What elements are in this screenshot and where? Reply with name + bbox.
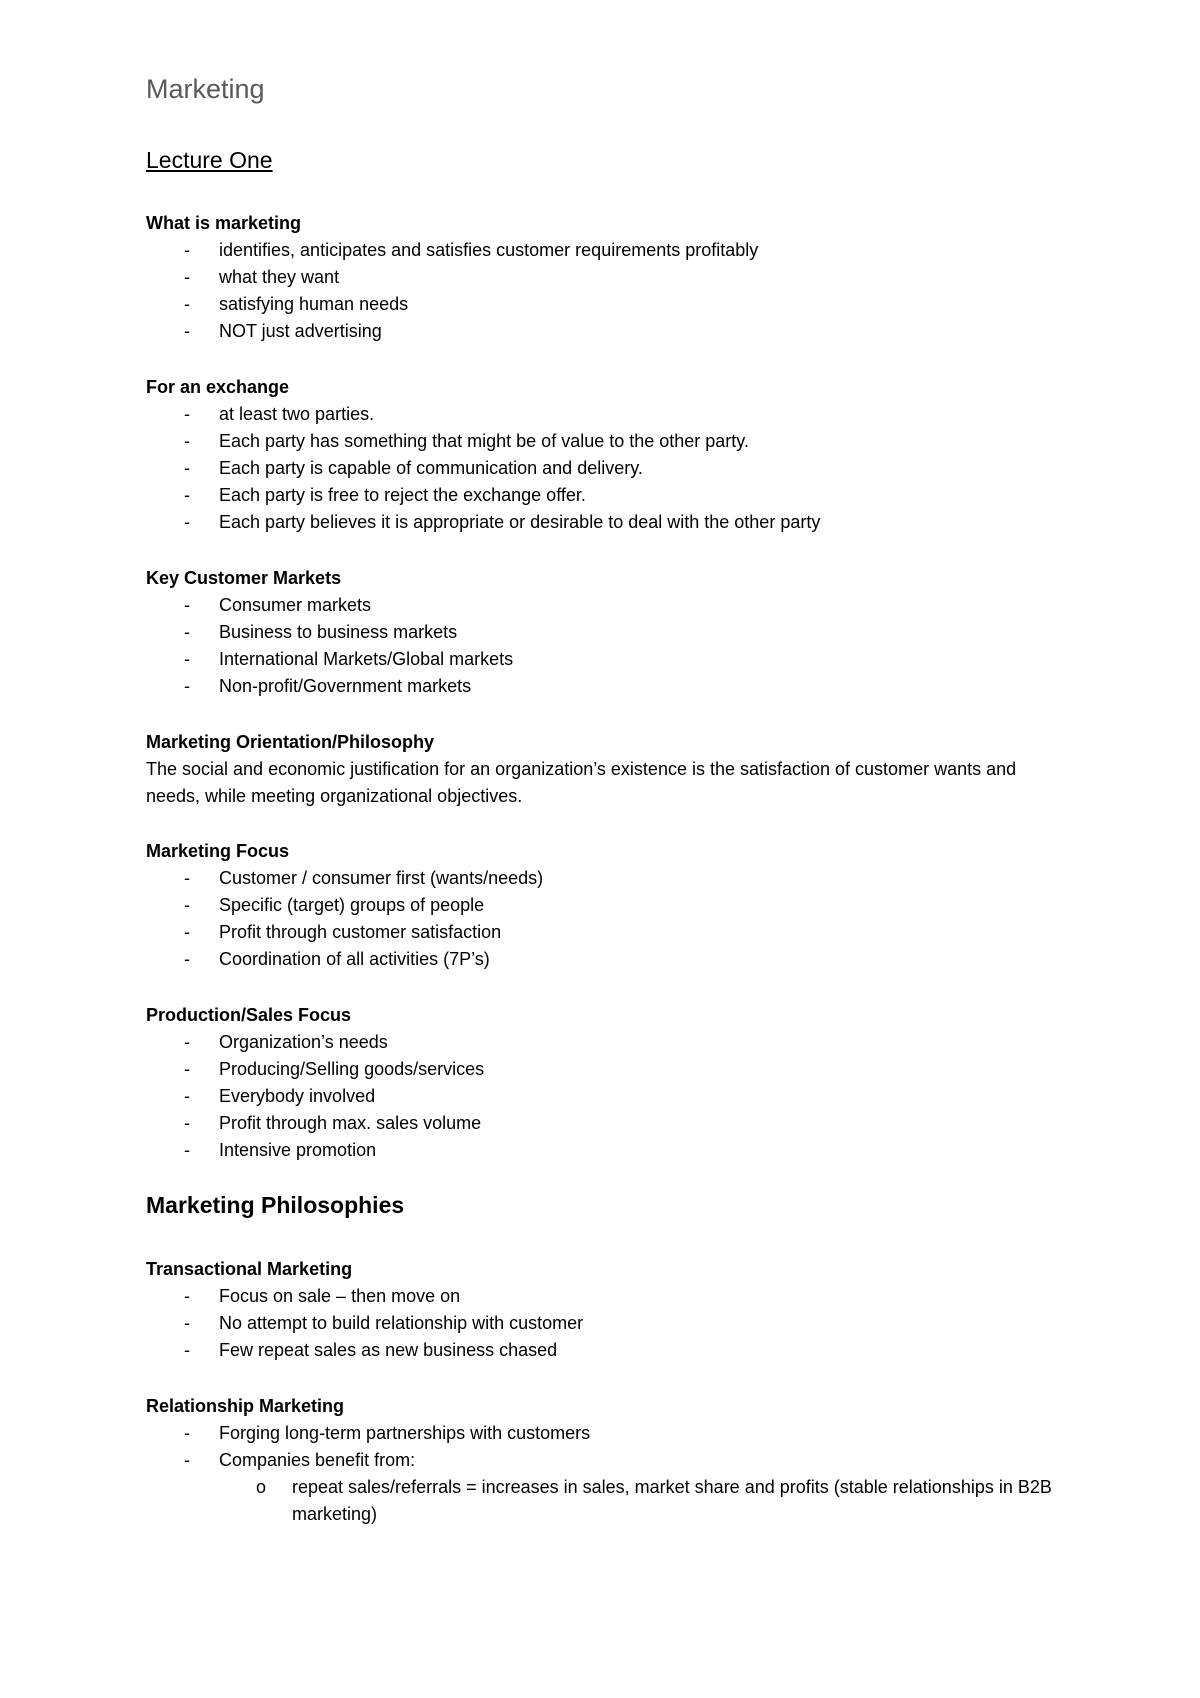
section-heading: Relationship Marketing	[146, 1396, 345, 1416]
dash-bullet: -	[184, 922, 190, 942]
dash-bullet: -	[184, 1140, 190, 1160]
list-item	[146, 592, 513, 619]
list-item-text: No attempt to build relationship with customer	[219, 1313, 584, 1333]
section-heading: For an exchange	[146, 377, 290, 397]
list-item	[146, 291, 758, 318]
body-paragraph: The social and economic justification for an organization’s existence is the satisfaction of customer wants and needs, while meeting organizational objectives.	[146, 759, 1017, 806]
list-item-text: Specific (target) groups of people	[219, 895, 485, 915]
list-item	[146, 646, 513, 673]
list-item-text: Each party has something that might be of value to the other party.	[219, 431, 749, 451]
list-item	[146, 1083, 484, 1110]
list-item	[146, 673, 513, 700]
list-item-text: identifies, anticipates and satisfies customer requirements profitably	[219, 240, 759, 260]
list-item	[146, 1337, 583, 1364]
list-item-text: Each party is free to reject the exchange offer.	[219, 485, 586, 505]
list-item-text: Forging long-term partnerships with customers	[219, 1423, 591, 1443]
list-item-text: Non-profit/Government markets	[219, 676, 472, 696]
list-item	[146, 919, 543, 946]
list-item-text: Intensive promotion	[219, 1140, 377, 1160]
section-key-customer-markets	[146, 565, 513, 700]
list-item	[146, 509, 820, 536]
list-item-text: Customer / consumer first (wants/needs)	[219, 868, 544, 888]
list-item	[146, 428, 820, 455]
section-relationship-marketing	[146, 1393, 1122, 1528]
dash-bullet: -	[184, 868, 190, 888]
list-item	[146, 946, 543, 973]
list-item-text: Coordination of all activities (7P’s)	[219, 949, 490, 969]
list-item-text: at least two parties.	[219, 404, 375, 424]
list-item-text: Each party believes it is appropriate or desirable to deal with the other party	[219, 512, 821, 532]
section-heading: Marketing Orientation/Philosophy	[146, 732, 435, 752]
dash-bullet: -	[184, 294, 190, 314]
list-item-text: Consumer markets	[219, 595, 372, 615]
dash-bullet: -	[184, 485, 190, 505]
list-item-text: Producing/Selling goods/services	[219, 1059, 485, 1079]
dash-bullet: -	[184, 404, 190, 424]
dash-bullet: -	[184, 1313, 190, 1333]
sub-list-item-text: repeat sales/referrals = increases in sales, market share and profits (stable relationships in B2B marketing)	[292, 1477, 1052, 1524]
list-item-text: Business to business markets	[219, 622, 458, 642]
section-for-an-exchange	[146, 374, 820, 536]
section-heading: Key Customer Markets	[146, 568, 342, 588]
list-item	[146, 1283, 583, 1310]
dash-bullet: -	[184, 595, 190, 615]
list-item	[146, 401, 820, 428]
dash-bullet: -	[184, 949, 190, 969]
section-heading: What is marketing	[146, 213, 302, 233]
list-item-text: Profit through max. sales volume	[219, 1113, 482, 1133]
section-heading: Production/Sales Focus	[146, 1005, 352, 1025]
dash-bullet: -	[184, 676, 190, 696]
dash-bullet: -	[184, 649, 190, 669]
list-item	[146, 482, 820, 509]
section-what-is-marketing	[146, 210, 758, 345]
dash-bullet: -	[184, 458, 190, 478]
dash-bullet: -	[184, 895, 190, 915]
dash-bullet: -	[184, 622, 190, 642]
lecture-heading: Lecture One	[146, 147, 273, 173]
bullet-list	[146, 1283, 583, 1364]
dash-bullet: -	[184, 1086, 190, 1106]
marketing-philosophies-heading: Marketing Philosophies	[146, 1192, 405, 1218]
circle-bullet: o	[256, 1477, 267, 1497]
dash-bullet: -	[184, 512, 190, 532]
list-item-text: Focus on sale – then move on	[219, 1286, 461, 1306]
section-marketing-focus	[146, 838, 543, 973]
list-item-text: what they want	[219, 267, 340, 287]
section-heading: Marketing Focus	[146, 841, 290, 861]
list-item	[146, 237, 758, 264]
dash-bullet: -	[184, 1286, 190, 1306]
list-item-text: Each party is capable of communication and delivery.	[219, 458, 643, 478]
dash-bullet: -	[184, 431, 190, 451]
list-item	[146, 1056, 484, 1083]
list-item-text: Profit through customer satisfaction	[219, 922, 502, 942]
list-item	[146, 264, 758, 291]
list-item	[146, 318, 758, 345]
dash-bullet: -	[184, 267, 190, 287]
list-item	[146, 455, 820, 482]
list-item	[146, 1137, 484, 1164]
section-production-sales-focus	[146, 1002, 484, 1164]
bullet-list	[146, 1029, 484, 1164]
dash-bullet: -	[184, 1113, 190, 1133]
dash-bullet: -	[184, 321, 190, 341]
section-marketing-orientation	[146, 729, 1046, 810]
document-title: Marketing	[146, 74, 265, 104]
dash-bullet: -	[184, 1423, 190, 1443]
sub-list-item	[146, 1474, 1122, 1528]
list-item	[146, 1420, 1122, 1447]
bullet-list	[146, 592, 513, 700]
list-item-text: Companies benefit from:	[219, 1450, 416, 1470]
list-item	[146, 1310, 583, 1337]
bullet-list	[146, 237, 758, 345]
list-item-text: satisfying human needs	[219, 294, 409, 314]
bullet-list	[146, 401, 820, 536]
bullet-list	[146, 865, 543, 973]
dash-bullet: -	[184, 1032, 190, 1052]
section-heading: Transactional Marketing	[146, 1259, 353, 1279]
dash-bullet: -	[184, 1450, 190, 1470]
list-item-text: International Markets/Global markets	[219, 649, 514, 669]
list-item	[146, 892, 543, 919]
list-item-text: Organization’s needs	[219, 1032, 388, 1052]
list-item	[146, 1110, 484, 1137]
list-item	[146, 1447, 1122, 1474]
list-item-text: Everybody involved	[219, 1086, 376, 1106]
bullet-list	[146, 1420, 1122, 1474]
sub-bullet-list	[146, 1474, 1122, 1528]
list-item-text: Few repeat sales as new business chased	[219, 1340, 558, 1360]
dash-bullet: -	[184, 1340, 190, 1360]
dash-bullet: -	[184, 240, 190, 260]
dash-bullet: -	[184, 1059, 190, 1079]
section-transactional-marketing	[146, 1256, 583, 1364]
list-item	[146, 1029, 484, 1056]
list-item	[146, 619, 513, 646]
list-item	[146, 865, 543, 892]
list-item-text: NOT just advertising	[219, 321, 382, 341]
